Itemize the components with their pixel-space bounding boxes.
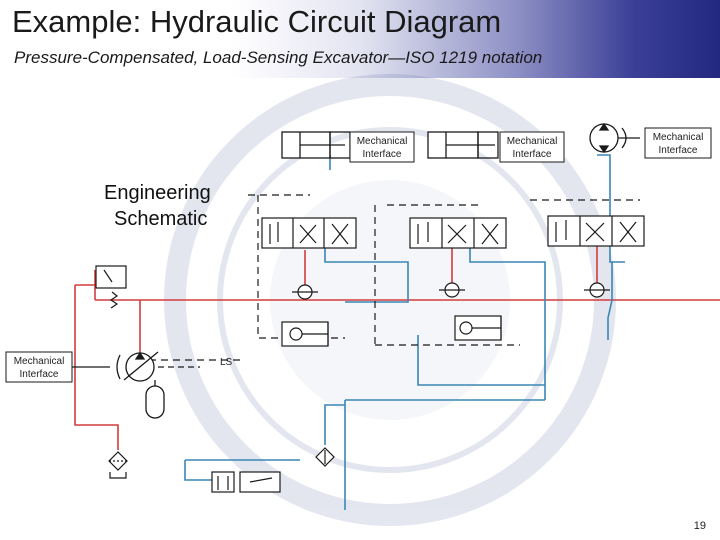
relief-valve xyxy=(96,266,126,308)
engineering-label-line2: Schematic xyxy=(114,208,208,230)
page-number: 19 xyxy=(693,520,706,532)
ls-label: LS xyxy=(220,357,233,368)
svg-text:Mechanical: Mechanical xyxy=(356,136,408,147)
svg-text:Interface: Interface xyxy=(512,149,552,160)
cylinder-2 xyxy=(428,132,498,158)
slide-title: Example: Hydraulic Circuit Diagram xyxy=(12,4,502,39)
accumulator xyxy=(146,380,164,418)
engineering-label-line1: Engineering xyxy=(104,182,211,204)
mech-interface-box-4 xyxy=(6,352,72,382)
mech-interface-box-2 xyxy=(500,132,564,162)
tank-symbol xyxy=(110,472,126,478)
shuttle-valve-1 xyxy=(282,322,328,346)
directional-valve-2 xyxy=(410,218,506,248)
svg-text:Interface: Interface xyxy=(658,145,698,156)
strainer xyxy=(109,452,127,470)
svg-text:Mechanical: Mechanical xyxy=(506,136,558,147)
mech-interface-box-1 xyxy=(350,132,414,162)
svg-text:Interface: Interface xyxy=(19,369,59,380)
shuttle-valve-2 xyxy=(455,316,501,340)
directional-valve-1 xyxy=(262,218,356,248)
mech-interface-box-3 xyxy=(645,128,711,158)
hydraulic-motor xyxy=(590,124,640,152)
svg-text:Mechanical: Mechanical xyxy=(652,132,704,143)
slide-subtitle: Pressure-Compensated, Load-Sensing Excavator—ISO 1219 notation xyxy=(14,48,543,67)
bottom-valve-assembly xyxy=(212,472,280,492)
return-filter xyxy=(316,448,334,466)
directional-valve-3 xyxy=(548,216,644,246)
svg-text:Mechanical: Mechanical xyxy=(13,356,65,367)
svg-text:Interface: Interface xyxy=(362,149,402,160)
